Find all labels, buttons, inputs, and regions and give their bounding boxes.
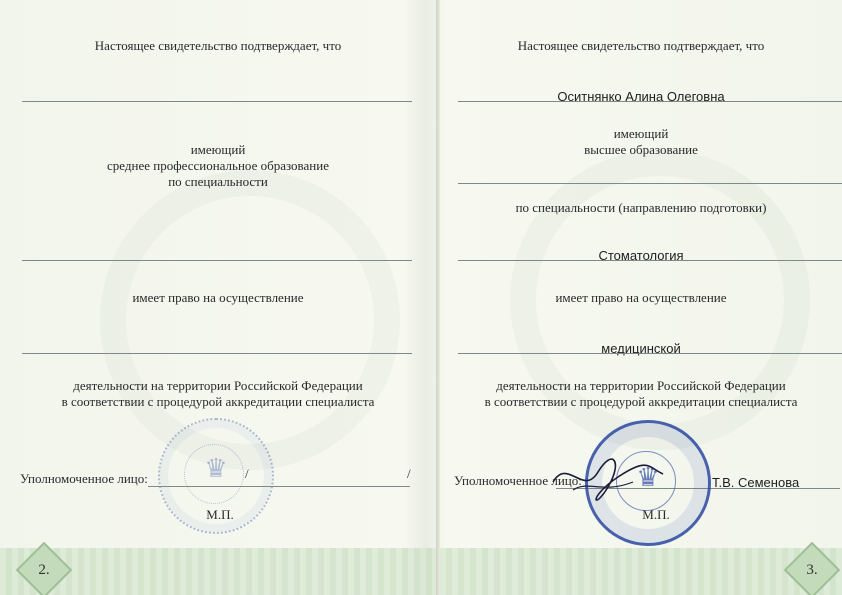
official-name: Т.В. Семенова <box>712 475 800 490</box>
seal-label: М.П. <box>206 507 234 522</box>
authorized-label: Уполномоченное лицо: <box>20 471 148 486</box>
by-specialty-text: по специальности (направлению подготовки) <box>515 200 767 215</box>
background-emblem-icon <box>100 170 400 470</box>
certifies-text: Настоящее свидетельство подтверждает, что <box>94 38 342 53</box>
certifies-text: Настоящее свидетельство подтверждает, что <box>517 38 765 53</box>
slash-separator: / <box>245 466 249 481</box>
education-text: среднее профессиональное образование <box>107 158 329 173</box>
official-seal-stamp-icon: ♛ <box>585 420 711 546</box>
seal-label: М.П. <box>642 507 670 522</box>
right-to-text: имеет право на осуществление <box>555 290 727 305</box>
seal-stamp-icon: ♛ <box>158 418 274 534</box>
by-specialty-text: по специальности <box>168 174 268 189</box>
right-to-text: имеет право на осуществление <box>132 290 304 305</box>
name-line <box>22 101 412 102</box>
specialty-line <box>458 260 842 261</box>
name-line <box>458 101 842 102</box>
specialty-line <box>22 260 412 261</box>
activity-line <box>458 353 842 354</box>
page-number: 3. <box>806 561 818 578</box>
activity-type: медицинской <box>601 341 681 356</box>
person-name: Оситнянко Алина Олеговна <box>557 89 725 104</box>
authorized-label: Уполномоченное лицо: <box>454 473 582 488</box>
activity-line-1: деятельности на территории Российской Федерации <box>73 378 363 393</box>
right-page <box>440 0 842 595</box>
activity-line-2: в соответствии с процедурой аккредитации специалиста <box>61 394 375 409</box>
having-text: имеющий <box>190 142 246 157</box>
education-text: высшее образование <box>584 142 698 157</box>
having-text: имеющий <box>613 126 669 141</box>
activity-line-2: в соответствии с процедурой аккредитации специалиста <box>484 394 798 409</box>
signature-icon <box>548 452 668 502</box>
activity-line-1: деятельности на территории Российской Федерации <box>496 378 786 393</box>
footer-ornament <box>440 548 842 595</box>
specialty-value: Стоматология <box>598 248 684 263</box>
page-number: 2. <box>38 561 50 578</box>
education-line <box>458 183 842 184</box>
activity-line <box>22 353 412 354</box>
slash-end: / <box>407 466 411 481</box>
signature-line <box>148 486 410 487</box>
